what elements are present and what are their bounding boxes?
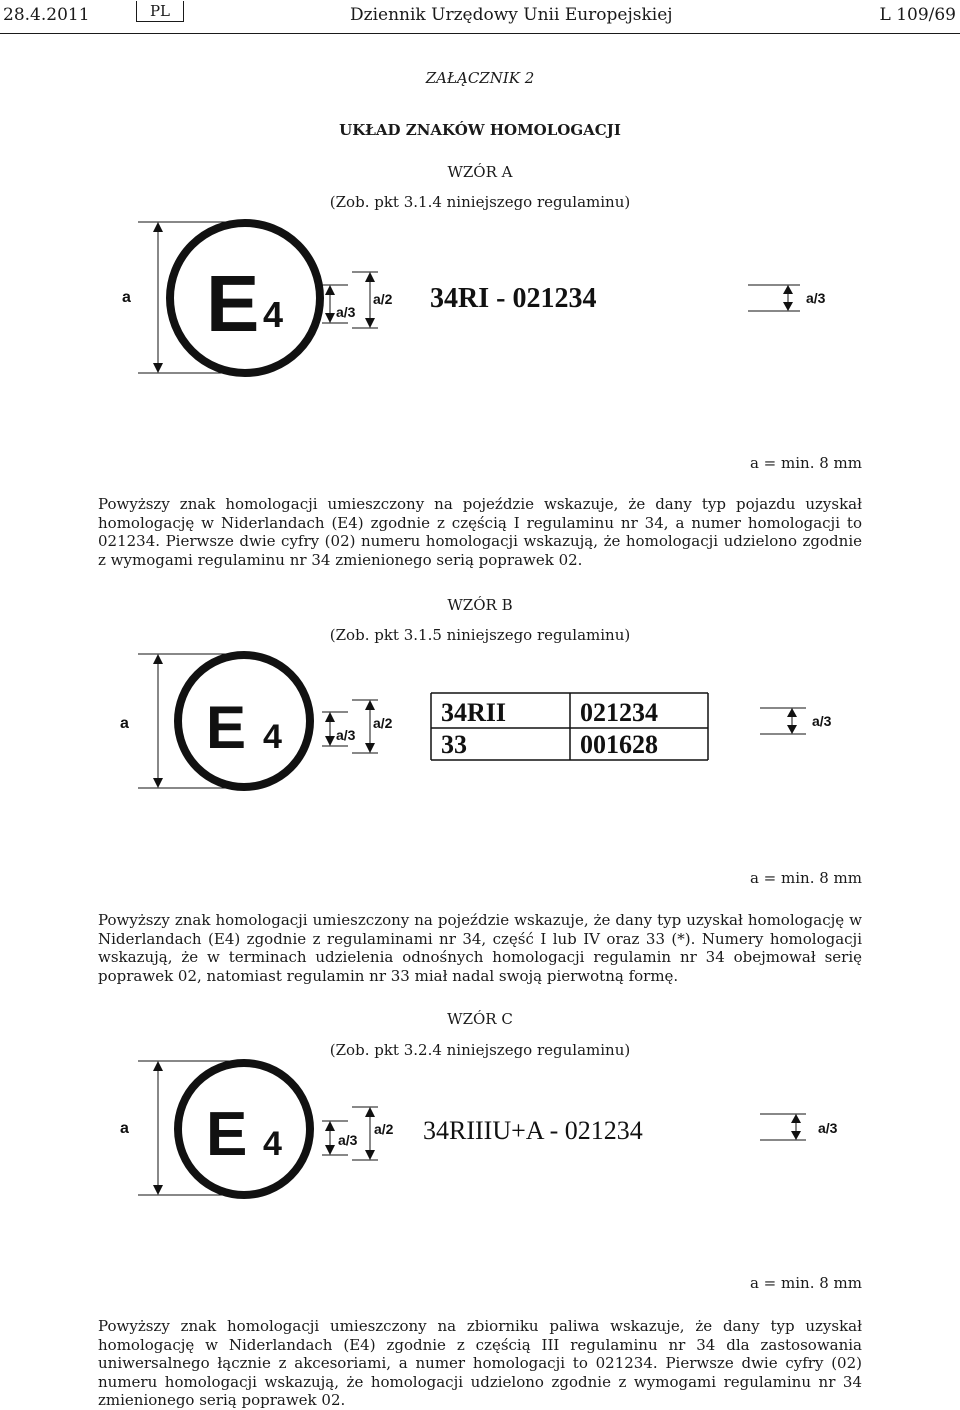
model-a-figure bbox=[0, 215, 960, 395]
language-tag: PL bbox=[136, 1, 184, 22]
model-c-min-size: a = min. 8 mm bbox=[749, 1274, 862, 1292]
model-b-heading: WZÓR B bbox=[447, 596, 513, 614]
model-a-min-size: a = min. 8 mm bbox=[749, 454, 862, 472]
dim-label-a: a bbox=[122, 289, 131, 306]
page-number: L 109/69 bbox=[879, 5, 956, 25]
table-cell-number-2: 001628 bbox=[580, 730, 658, 759]
model-c-reference: (Zob. pkt 3.2.4 niniejszego regulaminu) bbox=[329, 1041, 631, 1059]
dim-label-char-height: a/3 bbox=[818, 1120, 838, 1136]
dim-label-a: a bbox=[120, 1120, 129, 1137]
model-a-heading: WZÓR A bbox=[447, 163, 513, 181]
e-letter: E bbox=[206, 694, 247, 761]
country-code: 4 bbox=[263, 1125, 282, 1163]
publication-date: 28.4.2011 bbox=[3, 5, 90, 25]
journal-header bbox=[0, 0, 960, 36]
dim-label-a3: a/3 bbox=[336, 304, 356, 320]
model-a-reference: (Zob. pkt 3.1.4 niniejszego regulaminu) bbox=[329, 193, 631, 211]
model-c-heading: WZÓR C bbox=[447, 1010, 513, 1028]
approval-number: 34RI - 021234 bbox=[430, 283, 597, 314]
dim-label-a3: a/3 bbox=[338, 1132, 358, 1148]
journal-title: Dziennik Urzędowy Unii Europejskiej bbox=[350, 5, 673, 25]
model-b-description: Powyższy znak homologacji umieszczony na pojeździe wskazuje, że dany typ uzyskał homologację w Niderlandach (E4) zgodnie z regulaminami nr 34, część I lub IV oraz 33 (*). Numery homologacji wskazują, że w terminach udzielenia odnośnych homologacji regulamin nr 34 obejmował serię poprawek 02, natomiast regulamin nr 33 miał nadal swoją pierwotną formę. bbox=[98, 911, 862, 985]
approval-mark-a bbox=[0, 215, 960, 395]
e-letter: E bbox=[206, 259, 260, 348]
approval-mark-c bbox=[0, 1055, 960, 1205]
approval-number: 34RIIIU+A - 021234 bbox=[423, 1116, 643, 1145]
model-b-figure bbox=[0, 648, 960, 798]
dim-label-a2: a/2 bbox=[373, 291, 393, 307]
dim-label-char-height: a/3 bbox=[812, 713, 832, 729]
annex-label: ZAŁĄCZNIK 2 bbox=[425, 69, 535, 87]
table-cell-regulation-2: 33 bbox=[441, 730, 467, 759]
dim-label-a2: a/2 bbox=[374, 1121, 394, 1137]
model-b-reference: (Zob. pkt 3.1.5 niniejszego regulaminu) bbox=[329, 626, 631, 644]
table-cell-number-1: 021234 bbox=[580, 698, 658, 727]
model-b-min-size: a = min. 8 mm bbox=[749, 869, 862, 887]
country-code: 4 bbox=[263, 294, 284, 335]
header-rule bbox=[0, 33, 960, 34]
model-c-figure bbox=[0, 1055, 960, 1205]
model-a-description: Powyższy znak homologacji umieszczony na pojeździe wskazuje, że dany typ pojazdu uzyskał homologację w Niderlandach (E4) zgodnie z częścią I regulaminu nr 34, a numer homologacji to 021234. Pierwsze dwie cyfry (02) numeru homologacji wskazują, że homologacji udzielono zgodnie z wymogami regulaminu nr 34 zmienionego serią poprawek 02. bbox=[98, 495, 862, 569]
dim-label-a: a bbox=[120, 715, 129, 732]
dim-label-a2: a/2 bbox=[373, 715, 393, 731]
country-code: 4 bbox=[263, 718, 282, 756]
model-c-description: Powyższy znak homologacji umieszczony na zbiorniku paliwa wskazuje, że dany typ uzyskał homologację w Niderlandach (E4) zgodnie z częścią III regulaminu nr 34 dla zastosowania uniwersalnego łącznie z akcesoriami, a numer homologacji to 021234. Pierwsze dwie cyfry (02) numeru homologacji wskazują, że homologacji udzielono zgodnie z wymogami regulaminu nr 34 zmienionego serią poprawek 02. bbox=[98, 1317, 862, 1409]
dim-label-a3: a/3 bbox=[336, 727, 356, 743]
e-letter: E bbox=[206, 1100, 248, 1169]
dim-label-char-height: a/3 bbox=[806, 290, 826, 306]
table-cell-regulation-1: 34RII bbox=[441, 698, 507, 727]
page-title: UKŁAD ZNAKÓW HOMOLOGACJI bbox=[339, 121, 621, 139]
approval-mark-b bbox=[0, 648, 960, 798]
